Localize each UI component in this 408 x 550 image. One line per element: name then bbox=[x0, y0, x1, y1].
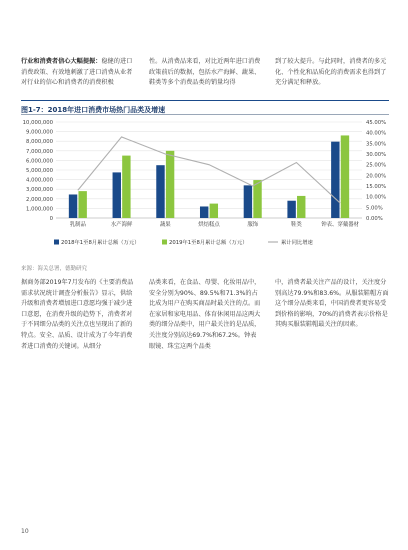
y-tick-label-right: 10.00% bbox=[366, 194, 387, 201]
figure-source: 来源：海关总署，德勤研究 bbox=[21, 266, 88, 272]
intro-col-3: 到了较大提升。与此同时，消费者的多元化、个性化和品质化的消费需求也得到了充分满足和释放。 bbox=[275, 58, 387, 86]
bar bbox=[341, 135, 349, 218]
y-tick-label-left: 0 bbox=[49, 216, 53, 222]
bar bbox=[122, 156, 130, 218]
body-col-2: 品类来看，在食品、母婴、化妆用品中，安全分别为90%、89.5%和71.3%的占比成为用户在购买商品时最关注的点。而在家居和家电用品、体育休闲用品这两大类的细分品类中，用户最关注的是品质，关注度分别高达69.7%和67.2%。钟表眼镜、珠宝这两个品类 bbox=[149, 279, 261, 350]
y-tick-label-left: 5,000,000 bbox=[26, 168, 53, 174]
body-columns bbox=[21, 278, 389, 352]
figure-title: 图1-7：2018年进口消费市场热门品类及增速 bbox=[21, 106, 166, 114]
x-tick-label: 服饰 bbox=[247, 222, 259, 228]
y-tick-label-right: 0.00% bbox=[366, 216, 383, 222]
bar bbox=[156, 165, 164, 218]
bar bbox=[69, 194, 77, 218]
bar-line-chart bbox=[14, 118, 394, 258]
legend-swatch bbox=[162, 240, 167, 245]
y-tick-label-right: 30.00% bbox=[366, 152, 387, 158]
y-tick-label-left: 4,000,000 bbox=[26, 177, 53, 184]
figure-title-rule bbox=[21, 114, 389, 115]
x-tick-label: 钟表、穿戴器材 bbox=[321, 222, 360, 228]
bar bbox=[113, 172, 121, 218]
y-tick-label-left: 9,000,000 bbox=[26, 129, 53, 136]
y-tick-label-left: 3,000,000 bbox=[26, 187, 53, 194]
y-tick-label-right: 40.00% bbox=[366, 130, 387, 137]
y-tick-label-left: 2,000,000 bbox=[26, 196, 53, 203]
bar bbox=[331, 142, 339, 218]
intro-lead: 行业和消费者信心大幅提振： bbox=[21, 58, 102, 65]
bar bbox=[166, 151, 174, 218]
bar bbox=[253, 180, 261, 218]
bar bbox=[210, 204, 218, 218]
y-tick-label-left: 7,000,000 bbox=[26, 148, 53, 155]
y-tick-label-left: 1,000,000 bbox=[26, 206, 53, 213]
figure-top-rule bbox=[21, 100, 389, 101]
y-tick-label-right: 20.00% bbox=[366, 173, 387, 180]
bar bbox=[297, 196, 305, 218]
bar bbox=[200, 206, 208, 218]
legend-label: 2019年1至8月累计总额（万元） bbox=[169, 240, 248, 246]
y-tick-label-left: 8,000,000 bbox=[26, 139, 53, 146]
y-tick-label-left: 6,000,000 bbox=[26, 158, 53, 165]
x-tick-label: 鞋类 bbox=[291, 222, 302, 228]
body-col-3: 中，消费者最关注产品的设计，关注度分别高达79.9%和83.6%。从服装鞋帽方面这个细分品类来看，中国消费者更容易受到价格的影响，70%的消费者表示价格是其购买服装鞋帽最关注的因素。 bbox=[275, 279, 389, 329]
legend-label: 累计同比增速 bbox=[281, 240, 313, 246]
intro-columns bbox=[21, 57, 389, 89]
x-tick-label: 乳制品 bbox=[69, 222, 86, 228]
y-tick-label-right: 5.00% bbox=[366, 205, 383, 212]
intro-text-1: 稳健的进口消费政策、有效地刺激了进口消费从业者对行业的信心和消费者的消费积极 bbox=[21, 58, 133, 86]
y-tick-label-left: 10,000,000 bbox=[22, 120, 53, 126]
body-col-1: 据商务部2019年7月发布的《主要消费品需求状况统计调查分析报告》显示，供给升级和消费者增加进口意愿均强于减少进口意愿，在消费升级的趋势下，消费者对于不同细分品类的关注点也呈现出了新的特点。安全、品质、设计成为了今年消费者进口消费的关键词。从细分 bbox=[21, 279, 134, 350]
page-number: 10 bbox=[21, 528, 29, 535]
bar bbox=[287, 201, 295, 218]
x-tick-label: 水产海鲜 bbox=[110, 222, 133, 228]
y-tick-label-right: 45.00% bbox=[366, 120, 387, 126]
y-tick-label-right: 15.00% bbox=[366, 184, 387, 190]
legend-swatch bbox=[54, 240, 59, 245]
legend-label: 2018年1至8月累计总额（万元） bbox=[61, 240, 140, 246]
intro-col-1 bbox=[21, 57, 135, 89]
intro-col-2: 性。从消费品来看，对比近两年进口消费政策前后的数据，包括水产海鲜、蔬果、鞋类等多个消费品类的销量均得 bbox=[149, 58, 261, 86]
x-tick-label: 蔬果 bbox=[159, 222, 171, 228]
y-tick-label-right: 25.00% bbox=[366, 162, 387, 169]
x-tick-label: 烘焙糕点 bbox=[198, 222, 220, 228]
bar bbox=[244, 185, 252, 218]
bar bbox=[78, 191, 86, 218]
y-tick-label-right: 35.00% bbox=[366, 141, 387, 148]
